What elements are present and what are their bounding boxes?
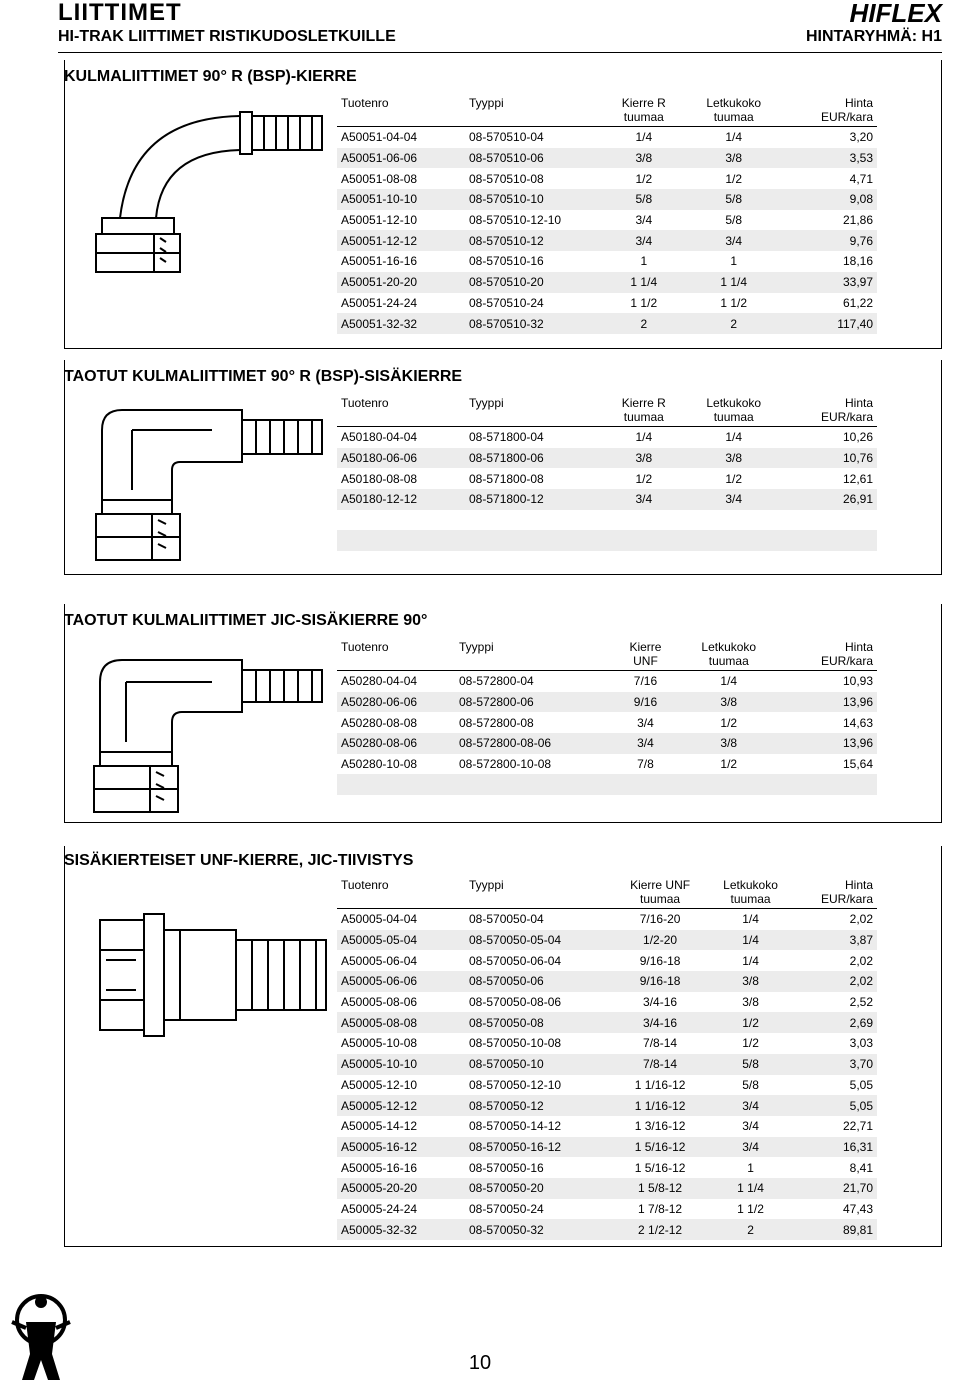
cell-hose: 1/4	[707, 909, 794, 930]
brand-logo: HIFLEX	[849, 0, 942, 28]
table-row	[337, 251, 877, 272]
cell-type: 08-572800-08	[455, 712, 613, 733]
price-table	[337, 878, 877, 1240]
cell-price	[780, 795, 877, 816]
cell-price: 33,97	[783, 272, 877, 293]
cell-type	[465, 530, 603, 551]
cell-type: 08-572800-08-06	[455, 733, 613, 754]
cell-thread: 3/4	[603, 230, 685, 251]
cell-price: 8,41	[794, 1157, 877, 1178]
cell-code	[337, 530, 465, 551]
cell-thread: 7/8-14	[613, 1054, 707, 1075]
table-row	[337, 930, 877, 951]
cell-code: A50005-20-20	[337, 1178, 465, 1199]
cell-price: 26,91	[783, 489, 877, 510]
price-table	[337, 640, 877, 816]
cell-code: A50280-08-06	[337, 733, 455, 754]
cell-thread: 3/4	[603, 489, 685, 510]
cell-type: 08-572800-06	[455, 692, 613, 713]
cell-hose	[678, 795, 780, 816]
cell-hose: 5/8	[707, 1075, 794, 1096]
cell-type: 08-570050-05-04	[465, 930, 613, 951]
cell-hose: 1/2	[678, 712, 780, 733]
page-subtitle: HI-TRAK LIITTIMET RISTIKUDOSLETKUILLE	[58, 28, 396, 45]
cell-hose: 1	[685, 251, 783, 272]
table-header-row	[337, 96, 877, 127]
table-row	[337, 1157, 877, 1178]
cell-hose: 1/4	[685, 127, 783, 148]
table-row	[337, 272, 877, 293]
cell-type: 08-570510-12	[465, 230, 603, 251]
cell-type: 08-571800-04	[465, 427, 603, 448]
cell-thread: 1/4	[603, 127, 685, 148]
cell-hose: 1/2	[678, 754, 780, 775]
cell-hose: 1/2	[707, 1033, 794, 1054]
cell-price: 47,43	[794, 1199, 877, 1220]
cell-price: 9,08	[783, 189, 877, 210]
table-row	[337, 1116, 877, 1137]
cell-thread: 7/8	[613, 754, 678, 775]
cell-price: 2,02	[794, 950, 877, 971]
cell-code: A50005-08-08	[337, 1012, 465, 1033]
table-row	[337, 971, 877, 992]
cell-thread: 7/16-20	[613, 909, 707, 930]
table-row	[337, 671, 877, 692]
cell-code: A50280-04-04	[337, 671, 455, 692]
cell-type: 08-570050-24	[465, 1199, 613, 1220]
cell-type: 08-570510-24	[465, 293, 603, 314]
col-header-hose: Letkukoko tuumaa	[685, 96, 783, 127]
table-row	[337, 510, 877, 531]
cell-price: 22,71	[794, 1116, 877, 1137]
cell-type: 08-570050-14-12	[465, 1116, 613, 1137]
cell-type: 08-571800-08	[465, 468, 603, 489]
table-row	[337, 950, 877, 971]
col-header-thread: Kierre R tuumaa	[603, 96, 685, 127]
cell-code: A50005-04-04	[337, 909, 465, 930]
cell-hose: 3/4	[707, 1116, 794, 1137]
cell-code: A50005-05-04	[337, 930, 465, 951]
cell-code: A50051-32-32	[337, 313, 465, 334]
cell-type: 08-572800-04	[455, 671, 613, 692]
cell-type: 08-570050-32	[465, 1219, 613, 1240]
cell-hose	[685, 551, 783, 572]
cell-code: A50005-12-12	[337, 1095, 465, 1116]
table-row	[337, 712, 877, 733]
cell-hose: 5/8	[685, 210, 783, 231]
section-title: SISÄKIERTEISET UNF-KIERRE, JIC-TIIVISTYS	[64, 852, 414, 869]
cell-code: A50280-06-06	[337, 692, 455, 713]
table-row	[337, 1219, 877, 1240]
cell-hose: 1/4	[678, 671, 780, 692]
cell-hose: 1 1/4	[685, 272, 783, 293]
cell-hose	[685, 530, 783, 551]
table-row	[337, 127, 877, 148]
col-header-type: Tyyppi	[465, 96, 603, 127]
cell-code: A50005-08-06	[337, 992, 465, 1013]
cell-code: A50180-08-08	[337, 468, 465, 489]
cell-code: A50051-16-16	[337, 251, 465, 272]
cell-hose: 1	[707, 1157, 794, 1178]
cell-price: 2,02	[794, 909, 877, 930]
table-row	[337, 168, 877, 189]
cell-code: A50051-10-10	[337, 189, 465, 210]
cell-thread: 3/4	[613, 712, 678, 733]
col-header-hose: Letkukoko tuumaa	[685, 396, 783, 427]
forged-elbow-drawing	[92, 400, 332, 570]
cell-price: 3,53	[783, 148, 877, 169]
cell-code: A50180-06-06	[337, 448, 465, 469]
cell-type: 08-570510-04	[465, 127, 603, 148]
cell-code: A50051-06-06	[337, 148, 465, 169]
cell-type: 08-570050-12-10	[465, 1075, 613, 1096]
cell-price: 10,76	[783, 448, 877, 469]
cell-hose: 3/8	[707, 992, 794, 1013]
cell-type: 08-570510-12-10	[465, 210, 603, 231]
cell-hose: 5/8	[685, 189, 783, 210]
cell-code: A50005-06-04	[337, 950, 465, 971]
cell-code: A50051-24-24	[337, 293, 465, 314]
table-row	[337, 189, 877, 210]
cell-price: 2,02	[794, 971, 877, 992]
cell-type: 08-570050-16-12	[465, 1137, 613, 1158]
cell-thread: 1 5/8-12	[613, 1178, 707, 1199]
cell-hose: 3/4	[685, 489, 783, 510]
cell-code: A50180-04-04	[337, 427, 465, 448]
table-row	[337, 148, 877, 169]
col-header-type: Tyyppi	[455, 640, 613, 671]
section-title: TAOTUT KULMALIITTIMET 90° R (BSP)-SISÄKIERRE	[64, 368, 463, 385]
cell-code: A50051-20-20	[337, 272, 465, 293]
cell-hose: 1/4	[685, 427, 783, 448]
table-row	[337, 313, 877, 334]
cell-hose: 3/4	[685, 230, 783, 251]
table-row	[337, 1199, 877, 1220]
cell-price: 15,64	[780, 754, 877, 775]
cell-thread	[603, 551, 685, 572]
cell-price: 89,81	[794, 1219, 877, 1240]
cell-hose: 1 1/2	[707, 1199, 794, 1220]
cell-code	[337, 510, 465, 531]
cell-price	[783, 530, 877, 551]
cell-code: A50005-10-08	[337, 1033, 465, 1054]
cell-price: 3,20	[783, 127, 877, 148]
col-header-price: Hinta EUR/kara	[794, 878, 877, 909]
cell-type: 08-570050-06	[465, 971, 613, 992]
cell-type: 08-570050-20	[465, 1178, 613, 1199]
table-row	[337, 992, 877, 1013]
cell-thread: 1 1/16-12	[613, 1075, 707, 1096]
cell-hose: 1/2	[685, 468, 783, 489]
cell-code: A50005-16-16	[337, 1157, 465, 1178]
cell-thread: 1/4	[603, 427, 685, 448]
cell-price	[783, 551, 877, 572]
cell-thread: 9/16-18	[613, 971, 707, 992]
section-title: TAOTUT KULMALIITTIMET JIC-SISÄKIERRE 90°	[64, 612, 428, 629]
col-header-price: Hinta EUR/kara	[783, 396, 877, 427]
cell-price: 3,03	[794, 1033, 877, 1054]
table-row	[337, 210, 877, 231]
cell-thread: 9/16	[613, 692, 678, 713]
table-row	[337, 795, 877, 816]
cell-type: 08-571800-06	[465, 448, 603, 469]
cell-hose: 1/4	[707, 930, 794, 951]
table-row	[337, 1054, 877, 1075]
cell-hose: 1/2	[707, 1012, 794, 1033]
table-row	[337, 230, 877, 251]
cell-thread: 7/8-14	[613, 1033, 707, 1054]
cell-hose: 3/8	[685, 148, 783, 169]
cell-code: A50051-12-12	[337, 230, 465, 251]
col-header-code: Tuotenro	[337, 878, 465, 909]
cell-thread: 5/8	[603, 189, 685, 210]
cell-thread: 1/2	[603, 468, 685, 489]
cell-thread: 1	[603, 251, 685, 272]
cell-type: 08-570510-16	[465, 251, 603, 272]
cell-hose: 3/8	[678, 692, 780, 713]
table-row	[337, 1137, 877, 1158]
cell-thread: 3/4	[603, 210, 685, 231]
section-title: KULMALIITTIMET 90° R (BSP)-KIERRE	[64, 68, 357, 85]
cell-type: 08-572800-10-08	[455, 754, 613, 775]
straight-fitting-drawing	[96, 900, 336, 1050]
cell-price: 2,69	[794, 1012, 877, 1033]
cell-thread: 1 1/16-12	[613, 1095, 707, 1116]
table-row	[337, 754, 877, 775]
cell-thread: 3/8	[603, 448, 685, 469]
page-number: 10	[468, 1352, 492, 1374]
cell-type	[455, 795, 613, 816]
cell-thread: 7/16	[613, 671, 678, 692]
table-row	[337, 1012, 877, 1033]
table-row	[337, 1033, 877, 1054]
cell-code: A50005-10-10	[337, 1054, 465, 1075]
cell-price: 21,86	[783, 210, 877, 231]
price-table	[337, 396, 877, 572]
cell-code	[337, 795, 455, 816]
cell-type: 08-570510-06	[465, 148, 603, 169]
cell-thread: 1/2	[603, 168, 685, 189]
cell-code: A50005-24-24	[337, 1199, 465, 1220]
cell-thread: 3/4-16	[613, 1012, 707, 1033]
col-header-thread: Kierre R tuumaa	[603, 396, 685, 427]
cell-price: 18,16	[783, 251, 877, 272]
cell-type	[455, 774, 613, 795]
col-header-type: Tyyppi	[465, 396, 603, 427]
table-row	[337, 1095, 877, 1116]
cell-type: 08-570510-10	[465, 189, 603, 210]
table-row	[337, 1178, 877, 1199]
cell-type: 08-570510-32	[465, 313, 603, 334]
cell-thread: 2	[603, 313, 685, 334]
col-header-hose: Letkukoko tuumaa	[678, 640, 780, 671]
cell-price: 21,70	[794, 1178, 877, 1199]
table-row	[337, 468, 877, 489]
cell-hose: 5/8	[707, 1054, 794, 1075]
cell-code: A50005-14-12	[337, 1116, 465, 1137]
col-header-thread: Kierre UNF	[613, 640, 678, 671]
cell-thread: 1 5/16-12	[613, 1157, 707, 1178]
cell-code: A50180-12-12	[337, 489, 465, 510]
cell-price: 3,70	[794, 1054, 877, 1075]
elbow-fitting-drawing	[92, 108, 332, 278]
cell-price: 10,26	[783, 427, 877, 448]
cell-hose	[678, 774, 780, 795]
cell-type: 08-570050-10-08	[465, 1033, 613, 1054]
cell-hose: 3/4	[707, 1137, 794, 1158]
price-group: HINTARYHMÄ: H1	[806, 28, 942, 45]
cell-hose: 1/2	[685, 168, 783, 189]
table-header-row	[337, 878, 877, 909]
cell-code: A50005-16-12	[337, 1137, 465, 1158]
cell-price: 61,22	[783, 293, 877, 314]
cell-hose: 2	[685, 313, 783, 334]
cell-thread: 3/4	[613, 733, 678, 754]
table-row	[337, 448, 877, 469]
col-header-hose: Letkukoko tuumaa	[707, 878, 794, 909]
table-row	[337, 530, 877, 551]
col-header-code: Tuotenro	[337, 96, 465, 127]
page-title: LIITTIMET	[58, 0, 182, 26]
jic-elbow-drawing	[92, 648, 332, 818]
cell-hose: 1 1/2	[685, 293, 783, 314]
cell-type: 08-570050-08-06	[465, 992, 613, 1013]
cell-code: A50051-08-08	[337, 168, 465, 189]
page-header-left	[58, 0, 396, 46]
col-header-price: Hinta EUR/kara	[780, 640, 877, 671]
cell-price: 117,40	[783, 313, 877, 334]
cell-thread: 1 1/2	[603, 293, 685, 314]
cell-thread: 1 3/16-12	[613, 1116, 707, 1137]
cell-price: 3,87	[794, 930, 877, 951]
cell-hose: 3/4	[707, 1095, 794, 1116]
cell-price: 12,61	[783, 468, 877, 489]
table-header-row	[337, 640, 877, 671]
cell-price: 2,52	[794, 992, 877, 1013]
cell-thread	[613, 774, 678, 795]
cell-price: 13,96	[780, 692, 877, 713]
col-header-thread: Kierre UNF tuumaa	[613, 878, 707, 909]
table-row	[337, 733, 877, 754]
cell-type: 08-570050-16	[465, 1157, 613, 1178]
cell-thread: 1/2-20	[613, 930, 707, 951]
cell-type: 08-570050-08	[465, 1012, 613, 1033]
cell-type	[465, 510, 603, 531]
col-header-type: Tyyppi	[465, 878, 613, 909]
cell-type: 08-570050-10	[465, 1054, 613, 1075]
cell-type: 08-570050-12	[465, 1095, 613, 1116]
col-header-price: Hinta EUR/kara	[783, 96, 877, 127]
cell-price: 5,05	[794, 1075, 877, 1096]
cell-hose: 3/8	[678, 733, 780, 754]
cell-hose: 2	[707, 1219, 794, 1240]
table-header-row	[337, 396, 877, 427]
cell-thread: 1 7/8-12	[613, 1199, 707, 1220]
cell-thread	[603, 530, 685, 551]
cell-type: 08-570510-08	[465, 168, 603, 189]
cell-code: A50280-08-08	[337, 712, 455, 733]
cell-code	[337, 774, 455, 795]
cell-code: A50051-12-10	[337, 210, 465, 231]
cell-thread: 9/16-18	[613, 950, 707, 971]
cell-hose	[685, 510, 783, 531]
table-row	[337, 1075, 877, 1096]
cell-code: A50005-32-32	[337, 1219, 465, 1240]
cell-thread	[603, 510, 685, 531]
cell-hose: 1/4	[707, 950, 794, 971]
cell-thread: 3/8	[603, 148, 685, 169]
cell-code: A50280-10-08	[337, 754, 455, 775]
cell-thread: 1 5/16-12	[613, 1137, 707, 1158]
table-row	[337, 551, 877, 572]
cell-thread: 2 1/2-12	[613, 1219, 707, 1240]
col-header-code: Tuotenro	[337, 640, 455, 671]
cell-price: 14,63	[780, 712, 877, 733]
cell-price: 9,76	[783, 230, 877, 251]
cell-type: 08-570510-20	[465, 272, 603, 293]
price-table	[337, 96, 877, 334]
page-header-right	[806, 0, 942, 46]
cell-code: A50005-06-06	[337, 971, 465, 992]
cell-code: A50005-12-10	[337, 1075, 465, 1096]
cell-price: 16,31	[794, 1137, 877, 1158]
cell-thread	[613, 795, 678, 816]
header-divider	[58, 52, 942, 53]
table-row	[337, 489, 877, 510]
cell-price	[783, 510, 877, 531]
cell-type	[465, 551, 603, 572]
table-row	[337, 427, 877, 448]
col-header-code: Tuotenro	[337, 396, 465, 427]
cell-price: 4,71	[783, 168, 877, 189]
cell-thread: 3/4-16	[613, 992, 707, 1013]
cell-price: 5,05	[794, 1095, 877, 1116]
cell-hose: 1 1/4	[707, 1178, 794, 1199]
cell-code	[337, 551, 465, 572]
cell-type: 08-570050-06-04	[465, 950, 613, 971]
cell-price	[780, 774, 877, 795]
cell-price: 13,96	[780, 733, 877, 754]
cell-thread: 1 1/4	[603, 272, 685, 293]
table-row	[337, 909, 877, 930]
table-row	[337, 774, 877, 795]
table-row	[337, 692, 877, 713]
cell-code: A50051-04-04	[337, 127, 465, 148]
cell-price: 10,93	[780, 671, 877, 692]
cell-hose: 3/8	[685, 448, 783, 469]
cell-type: 08-571800-12	[465, 489, 603, 510]
cell-type: 08-570050-04	[465, 909, 613, 930]
cell-hose: 3/8	[707, 971, 794, 992]
table-row	[337, 293, 877, 314]
